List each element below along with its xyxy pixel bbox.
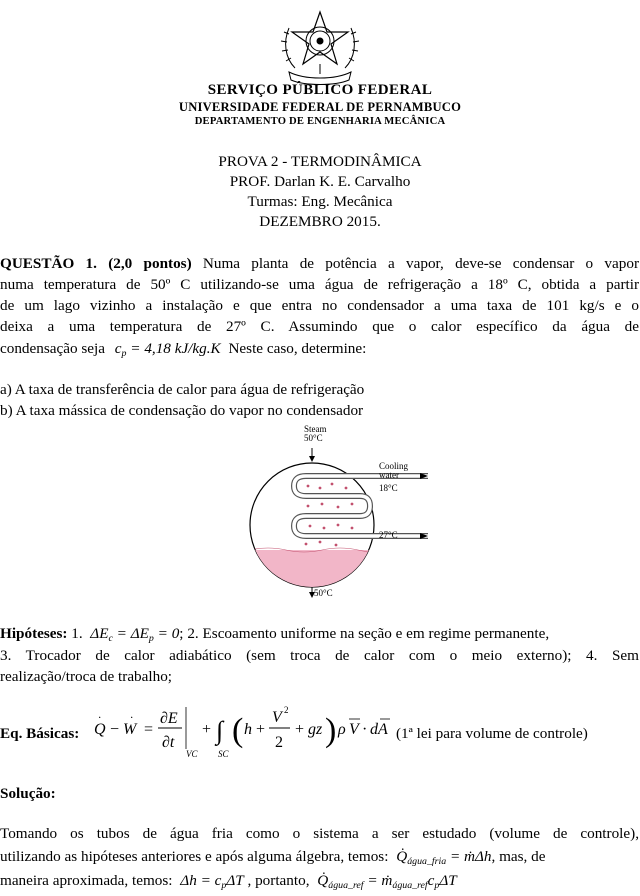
solution-line-3	[0, 870, 640, 896]
cooling-in-temp: 18°C	[379, 483, 398, 493]
svg-text:·: ·	[362, 721, 368, 738]
svg-text:+: +	[295, 721, 305, 738]
svg-text:+: +	[202, 721, 212, 738]
first-law-equation	[92, 695, 392, 765]
svg-text:∫: ∫	[216, 716, 224, 745]
svg-text:(: (	[232, 712, 244, 749]
svg-text:V: V	[349, 721, 359, 738]
svg-text:·: ·	[98, 710, 101, 724]
item-a: a) A taxa de transferência de calor para água de refrigeração	[0, 381, 365, 398]
brazil-coat-of-arms-icon	[275, 10, 365, 90]
steam-temp: 50°C	[304, 433, 323, 443]
svg-text:W: W	[123, 721, 137, 738]
institution-line-1: SERVIÇO PÚBLICO FEDERAL	[207, 82, 433, 98]
solution-3-mid: , portanto,	[247, 872, 310, 889]
svg-text:dA: dA	[370, 721, 388, 738]
question-points: (2,0 pontos)	[108, 255, 192, 272]
svg-text:gz: gz	[308, 721, 323, 738]
hypotheses-energy-eq: $\Delta E_c = \Delta E_p = 0$	[86, 625, 180, 644]
svg-text:ρ: ρ	[338, 721, 346, 738]
svg-text:−: −	[110, 721, 120, 738]
solution-3-pre: maneira aproximada, temos:	[0, 872, 173, 889]
solution-2-pre: utilizando as hipóteses anteriores e após alguma álgebra, temos:	[0, 848, 389, 865]
hypotheses-line-2: 3. Trocador de calor adiabático (sem troca de calor com o meio externo); 4. Sem	[0, 647, 639, 664]
exam-professor: PROF. Darlan K. E. Carvalho	[229, 173, 411, 190]
solution-line-2	[0, 846, 640, 872]
question-line-4: deixa a uma temperatura de 27º C. Assumindo que o calor específico da água de	[0, 318, 639, 335]
svg-text:∂E: ∂E	[160, 710, 178, 727]
svg-text:Q: Q	[94, 721, 106, 738]
question-label: QUESTÃO 1.	[0, 255, 97, 272]
question-text-5a: condensação seja	[0, 340, 105, 357]
condenser-diagram	[228, 420, 428, 600]
svg-text:2: 2	[284, 705, 289, 715]
cooling-out-temp: 27°C	[379, 530, 398, 540]
cp-symbol: $c_p$	[114, 340, 127, 359]
solution-2-post: , mas, de	[491, 848, 546, 865]
cooling-label-1: Cooling	[379, 461, 409, 471]
question-text-1: Numa planta de potência a vapor, deve-se condensar o vapor	[202, 255, 639, 272]
enthalpy-approx-equation: $\Delta h = c_p\Delta T$	[180, 872, 244, 891]
heat-rate-final-equation: $Q̇_{água\_ref}$ = $ṁ_{água\_ref}c_p\Delta T$	[317, 872, 457, 891]
svg-text:VC: VC	[186, 749, 198, 759]
cp-value: = 4,18 kJ/kg.K	[130, 340, 221, 357]
svg-text:=: =	[144, 721, 154, 738]
cooling-label-2: water	[379, 470, 399, 480]
svg-text:V: V	[272, 709, 282, 726]
svg-text:2: 2	[275, 734, 283, 751]
hypotheses-1-pre: 1.	[71, 625, 83, 642]
question-line-5	[0, 338, 640, 364]
svg-text:h: h	[244, 721, 252, 738]
equations-note: (1ª lei para volume de controle)	[396, 725, 588, 742]
item-b: b) A taxa mássica de condensação do vapor no condensador	[0, 402, 364, 419]
condensate-temp: 50°C	[314, 588, 333, 598]
hypotheses-1-post: ; 2. Escoamento uniforme na seção e em regime permanente,	[179, 625, 550, 642]
svg-text:·: ·	[130, 710, 133, 724]
svg-text:∂t: ∂t	[162, 734, 175, 751]
institution-line-3: DEPARTAMENTO DE ENGENHARIA MECÂNICA	[194, 116, 446, 127]
exam-date: DEZEMBRO 2015.	[259, 213, 381, 230]
solution-label: Solução:	[0, 785, 56, 802]
hypotheses-label: Hipóteses:	[0, 625, 68, 642]
question-line-1	[0, 253, 639, 274]
equations-label: Eq. Básicas:	[0, 725, 80, 742]
svg-text:+: +	[256, 721, 266, 738]
steam-label: Steam	[304, 424, 327, 434]
question-text-5b: Neste caso, determine:	[228, 340, 367, 357]
heat-rate-equation: $Q̇_{água\_fria}$ = ṁΔh	[396, 848, 492, 867]
question-line-2: numa temperatura de 50º C utilizando-se uma água de refrigeração a 18º C, obtida a partir	[0, 276, 639, 293]
solution-line-1: Tomando os tubos de água fria como o sistema a ser estudado (volume de controle),	[0, 825, 639, 842]
svg-text:): )	[325, 712, 337, 749]
svg-text:SC: SC	[218, 749, 229, 759]
question-line-3: de um lago vizinho a instalação e que entra no condensador a uma taxa de 101 kg/s e o	[0, 297, 639, 314]
institution-line-2: UNIVERSIDADE FEDERAL DE PERNAMBUCO	[178, 100, 462, 114]
exam-classes: Turmas: Eng. Mecânica	[247, 193, 393, 210]
hypotheses-line-3: realização/troca de trabalho;	[0, 668, 173, 685]
exam-title: PROVA 2 - TERMODINÂMICA	[218, 153, 422, 170]
